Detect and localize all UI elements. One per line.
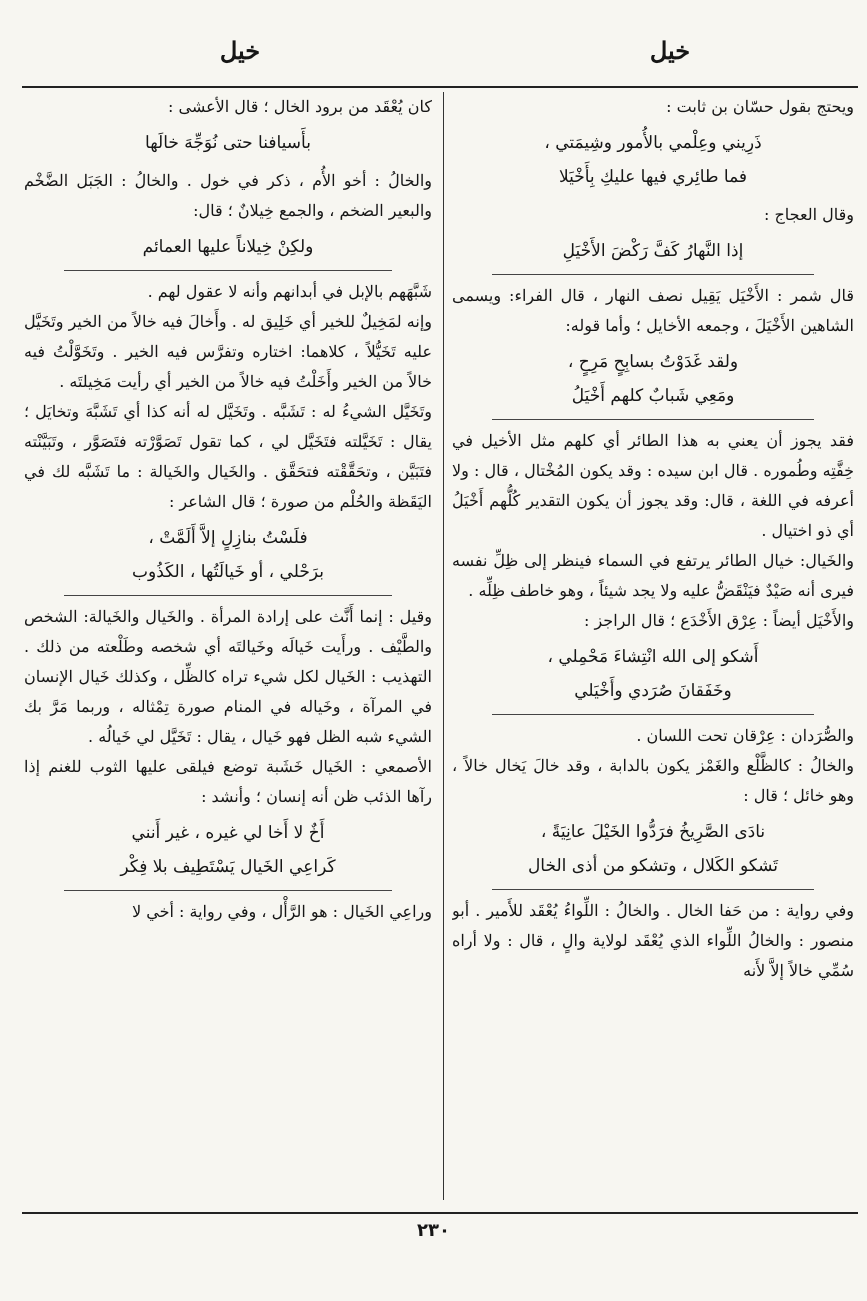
verse-line: وخَفَقانَ صُرَدي وأَخْيَلي [574,681,732,701]
paragraph: والخَيال: خيال الطائر يرتفع في السماء فينظر إلى ظِلِّ نفسه فيرى أنه صَيْدٌ فيَنْقَضُّ عليه ولا يجد شيئاً ، وهو خاطف ظِلِّه . [452,551,854,600]
verse-line: ولكِنْ خِيلاناً عليها العمائم [142,237,314,257]
verse [24,126,432,160]
verse-separator [492,714,814,715]
verse-separator [492,889,814,890]
running-head-right: خيل [649,36,691,65]
paragraph: قال شمر : الأَخْيَل يَقِيل نصف النهار ، قال الفراء: ويسمى الشاهين الأَخْيَلَ ، وجمعه الأخايل ؛ وأما قوله: [452,286,854,335]
verse [452,345,854,413]
verse-line: أَشكو إلى الله انْتِشاءَ مَحْمِلي ، [547,647,759,667]
verse [24,816,432,884]
verse-line: ولقد غَدَوْتُ بسابِحٍ مَرِحٍ ، [567,352,739,372]
verse [452,815,854,883]
verse-separator [492,419,814,420]
verse [452,126,854,194]
verse [452,234,854,268]
paragraph: كان يُعْقَد من برود الخال ؛ قال الأعشى : [168,97,432,116]
verse-line: فما طائِري فيها عليكِ بِأَخْيَلا [558,167,748,187]
verse-separator [492,274,814,275]
verse-line: فلَسْتُ بنازِلٍ إلاَّ أَلَمَّتْ ، [148,528,308,548]
verse-line: ذَرِيني وعِلْمي بالأُمور وشِيمَتي ، [544,133,762,153]
verse [24,230,432,264]
verse-separator [64,270,392,271]
verse-separator [64,595,392,596]
footer-rule [22,1212,858,1214]
paragraph: ويحتج بقول حسّان بن ثابت : [666,97,854,116]
column-divider [443,92,444,1200]
paragraph: فقد يجوز أن يعني به هذا الطائر أي كلهم مثل الأخيل في خِفَّتِه وطُموره . قال ابن سيده : وقد يكون المُخْتال ، قال : ولا أعرفه في اللغة ، قال: وقد يجوز أن يكون التقدير كُلُّهم أَخْيَلُ أي ذو اختيال . [452,431,854,540]
page-number: ٢٣٠ [417,1220,450,1241]
paragraph: وراعِي الخَيال : هو الرَّأْل ، وفي رواية : أخي لا [132,902,432,921]
left-column [24,92,432,1202]
verse [24,521,432,589]
verse [452,640,854,708]
paragraph: الأصمعي : الخَيال خَشَبة توضع فيلقى عليها الثوب للغنم إذا رآها الذئب ظن أنه إنسان ؛ وأنشد : [24,757,432,806]
paragraph: شَبَّهَهم بالإبل في أبدانهم وأنه لا عقول لهم . [147,282,432,301]
verse-line: إذا النَّهارُ كَفَّ رَكْضَ الأَخْيَلِ [562,241,744,261]
paragraph: وقيل : إنما أَنَّث على إرادة المرأة . والخَيال والخَيالة: الشخص والطَّيْف . ورأَيت خَيالَه وخَيالتَه أي شخصه وطَلْعته من ذلك . التهذيب : الخَيال لكل شيء تراه كالظِّل ، وكذلك خَيال الإنسان في المرآة ، وخَياله في المنام صورة تِمْثاله ، وربما مَرَّ بك الشيء شبه الظل فهو خَيال ، يقال : تَخَيَّل لي خَيالُه . [24,607,432,746]
verse-line: ومَعِي شَبابٌ كلهم أَخْيَلُ [571,386,735,406]
verse-line: بأَسيافنا حتى نُوَجِّهَ خالَها [145,133,311,153]
paragraph: وإنه لمَخِيلٌ للخير أي خَلِيق له . وأَخالَ فيه خالاً من الخير وتَخَيَّل عليه تَخَيُّلاً ، كلاهما: اختاره وتفرَّس فيه الخير . وتَخَوَّلْتُ فيه خالاً من الخير وأَخَلْتُ فيه خالاً من الخير أي رأيت مَخِيلتَه . [24,312,432,391]
right-column [452,92,854,1202]
verse-separator [64,890,392,891]
header-rule [22,86,858,88]
paragraph: والصُّرَدان : عِرْقان تحت اللسان . [636,726,854,745]
running-head-left: خيل [219,36,261,65]
paragraph: والأَخْيَل أيضاً : عِرْق الأَخْدَع ؛ قال الراجز : [584,611,854,630]
paragraph: والخالُ : أخو الأُم ، ذكر في خول . والخالُ : الجَبَل الضَّخْم والبعير الضخم ، والجمع خِيلانٌ ؛ قال: [24,171,432,220]
verse-line: برَحْلي ، أو خَيالَتُها ، الكَذُوب [132,562,324,582]
verse-line: أَخٌ لا أَخا لي غيره ، غير أَنني [131,823,325,843]
verse-line: تَشكو الكَلال ، وتشكو من أذى الخال [527,856,779,876]
paragraph: وفي رواية : من حَفا الخال . والخالُ : اللِّواءُ يُعْقَد للأَمير . أبو منصور : والخالُ اللِّواء الذي يُعْقَد لولاية والٍ ، قال : ولا أراه سُمِّي خالاً إلاَّ لأَنه [452,901,854,980]
paragraph: والخالُ : كالظَّلْع والغَمْز يكون بالدابة ، وقد خالَ يَخال خالاً ، وهو خائل ؛ قال : [452,756,854,805]
paragraph: وتَخَيَّل الشيءُ له : تَشَبَّه . وتَخَيَّل له أنه كذا أي تَشَبَّهَ وتخايَل ؛ يقال : تَخَيَّلته فتَخَيَّل لي ، كما تقول تَصَوَّرْته فتَصَوَّر ، وتَبَيَّنْته فتَبَيَّن ، وتحَقَّقْته فتحَقَّق . والخَيال والخَيالة : ما تَشَبَّه لك في اليَقَظة والحُلْم من صورة ؛ قال الشاعر : [24,402,432,511]
paragraph: وقال العجاج : [763,205,854,224]
verse-line: كَراعِي الخَيال يَسْتَطِيف بلا فِكْر [120,857,336,877]
verse-line: نادَى الصَّرِيخُ فرَدُّوا الخَيْلَ عانِيَةً ، [540,822,766,842]
